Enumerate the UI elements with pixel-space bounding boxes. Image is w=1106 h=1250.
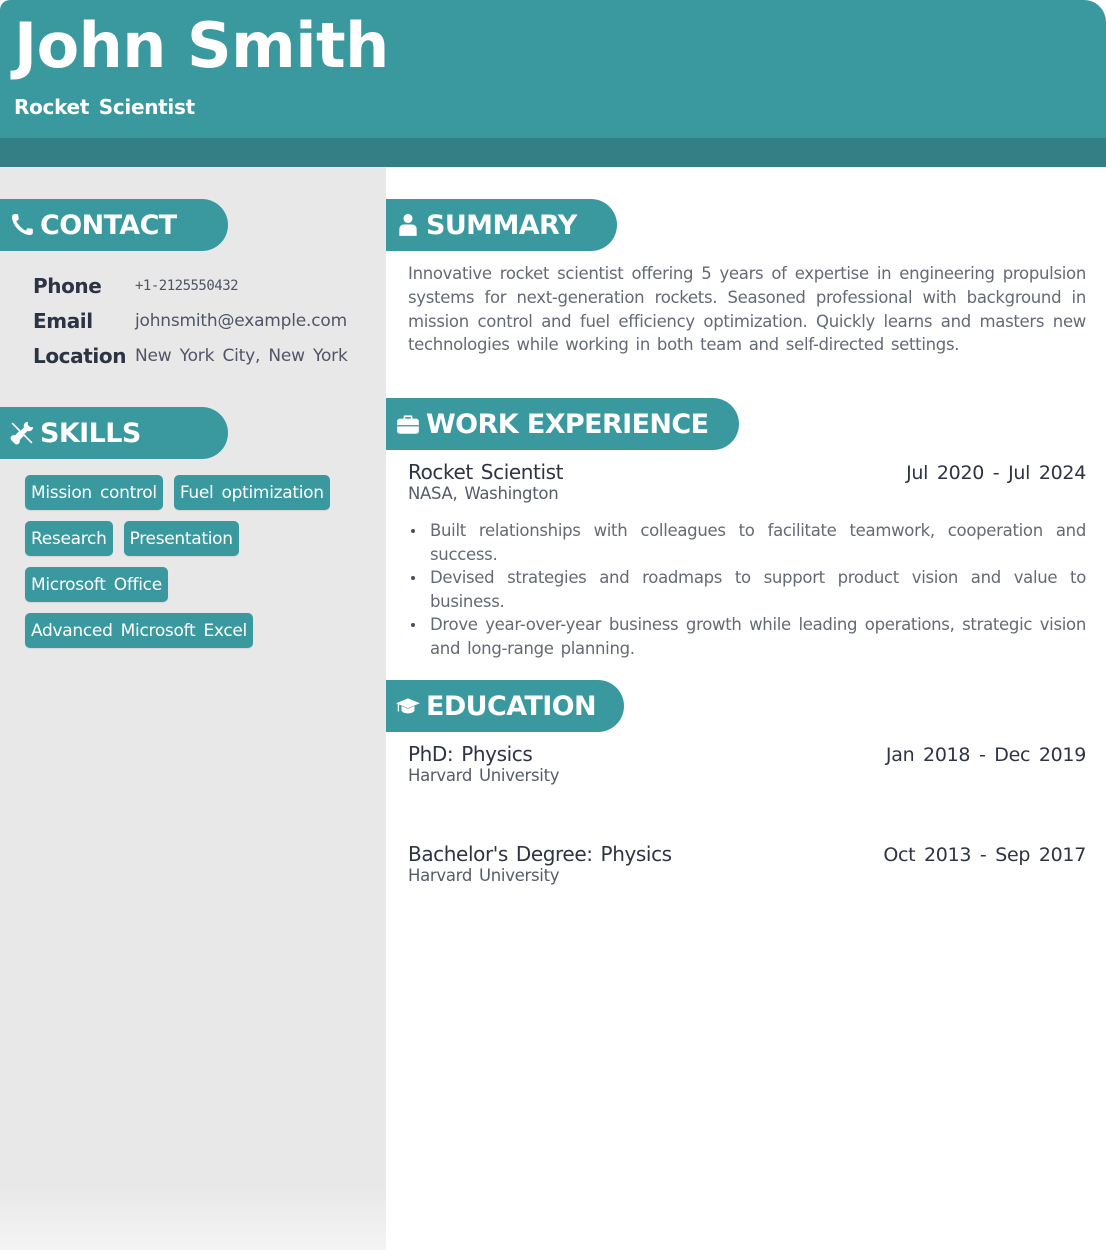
- section-title: SUMMARY: [426, 209, 577, 241]
- job-dates: Jul 2020 - Jul 2024: [906, 462, 1086, 484]
- skills-section-heading: [0, 407, 228, 459]
- contact-key: Phone: [33, 273, 102, 298]
- school-name: Harvard University: [408, 766, 560, 785]
- education-dates: Jan 2018 - Dec 2019: [885, 744, 1086, 766]
- contact-row-phone: [33, 268, 348, 303]
- job-company: NASA, Washington: [408, 484, 559, 503]
- experience-section-heading: [386, 398, 739, 450]
- section-title: WORK EXPERIENCE: [426, 408, 709, 440]
- job-bullet: Drove year-over-year business growth while leading operations, strategic vision and long-range planning.: [408, 613, 1086, 660]
- contact-row-location: [33, 338, 348, 373]
- contact-row-email: [33, 303, 348, 338]
- phone-value: +1-2125550432: [135, 277, 239, 294]
- education-entry: [408, 842, 1086, 885]
- skill-tag: Advanced Microsoft Excel: [25, 613, 253, 648]
- user-icon: [394, 211, 422, 239]
- phone-icon: [8, 211, 36, 239]
- email-value: johnsmith@example.com: [135, 310, 347, 331]
- skill-tag: Mission control: [25, 475, 163, 510]
- skills-tag-list: [25, 475, 370, 648]
- contact-section-heading: [0, 199, 228, 251]
- summary-text: Innovative rocket scientist offering 5 years of expertise in engineering propulsion systems for next-generation rockets. Seasoned professional with background in mission control and fuel efficiency optimization. Quickly learns and masters new technologies while working in both team and self-directed settings.: [408, 264, 1086, 355]
- school-name: Harvard University: [408, 866, 560, 885]
- skill-tag: Microsoft Office: [25, 567, 168, 602]
- briefcase-icon: [394, 410, 422, 438]
- education-dates: Oct 2013 - Sep 2017: [883, 844, 1086, 866]
- header-accent-band: [0, 138, 1106, 167]
- location-value: New York City, New York: [135, 345, 348, 366]
- skill-tag: Research: [25, 521, 113, 556]
- job-bullet: Built relationships with colleagues to facilitate teamwork, cooperation and success.: [408, 519, 1086, 566]
- job-title: Rocket Scientist: [408, 460, 564, 484]
- contact-list: [33, 268, 348, 373]
- degree-title: PhD: Physics: [408, 742, 533, 766]
- job-bullet: Devised strategies and roadmaps to support product vision and value to business.: [408, 566, 1086, 613]
- education-section-heading: [386, 680, 624, 732]
- education-entry: [408, 742, 1086, 785]
- candidate-title: Rocket Scientist: [14, 95, 195, 119]
- contact-key: Location: [33, 343, 127, 368]
- skill-tag: Fuel optimization: [174, 475, 330, 510]
- tools-icon: [8, 419, 36, 447]
- skill-tag: Presentation: [124, 521, 239, 556]
- candidate-name: John Smith: [14, 9, 389, 82]
- degree-title: Bachelor's Degree: Physics: [408, 842, 672, 866]
- job-entry: [408, 460, 1086, 503]
- contact-key: Email: [33, 308, 93, 333]
- section-title: EDUCATION: [426, 690, 597, 722]
- graduation-cap-icon: [394, 692, 422, 720]
- resume-header: [0, 0, 1106, 138]
- section-title: SKILLS: [40, 417, 141, 449]
- job-bullet-list: [408, 519, 1086, 660]
- summary-section-heading: [386, 199, 617, 251]
- section-title: CONTACT: [40, 209, 177, 241]
